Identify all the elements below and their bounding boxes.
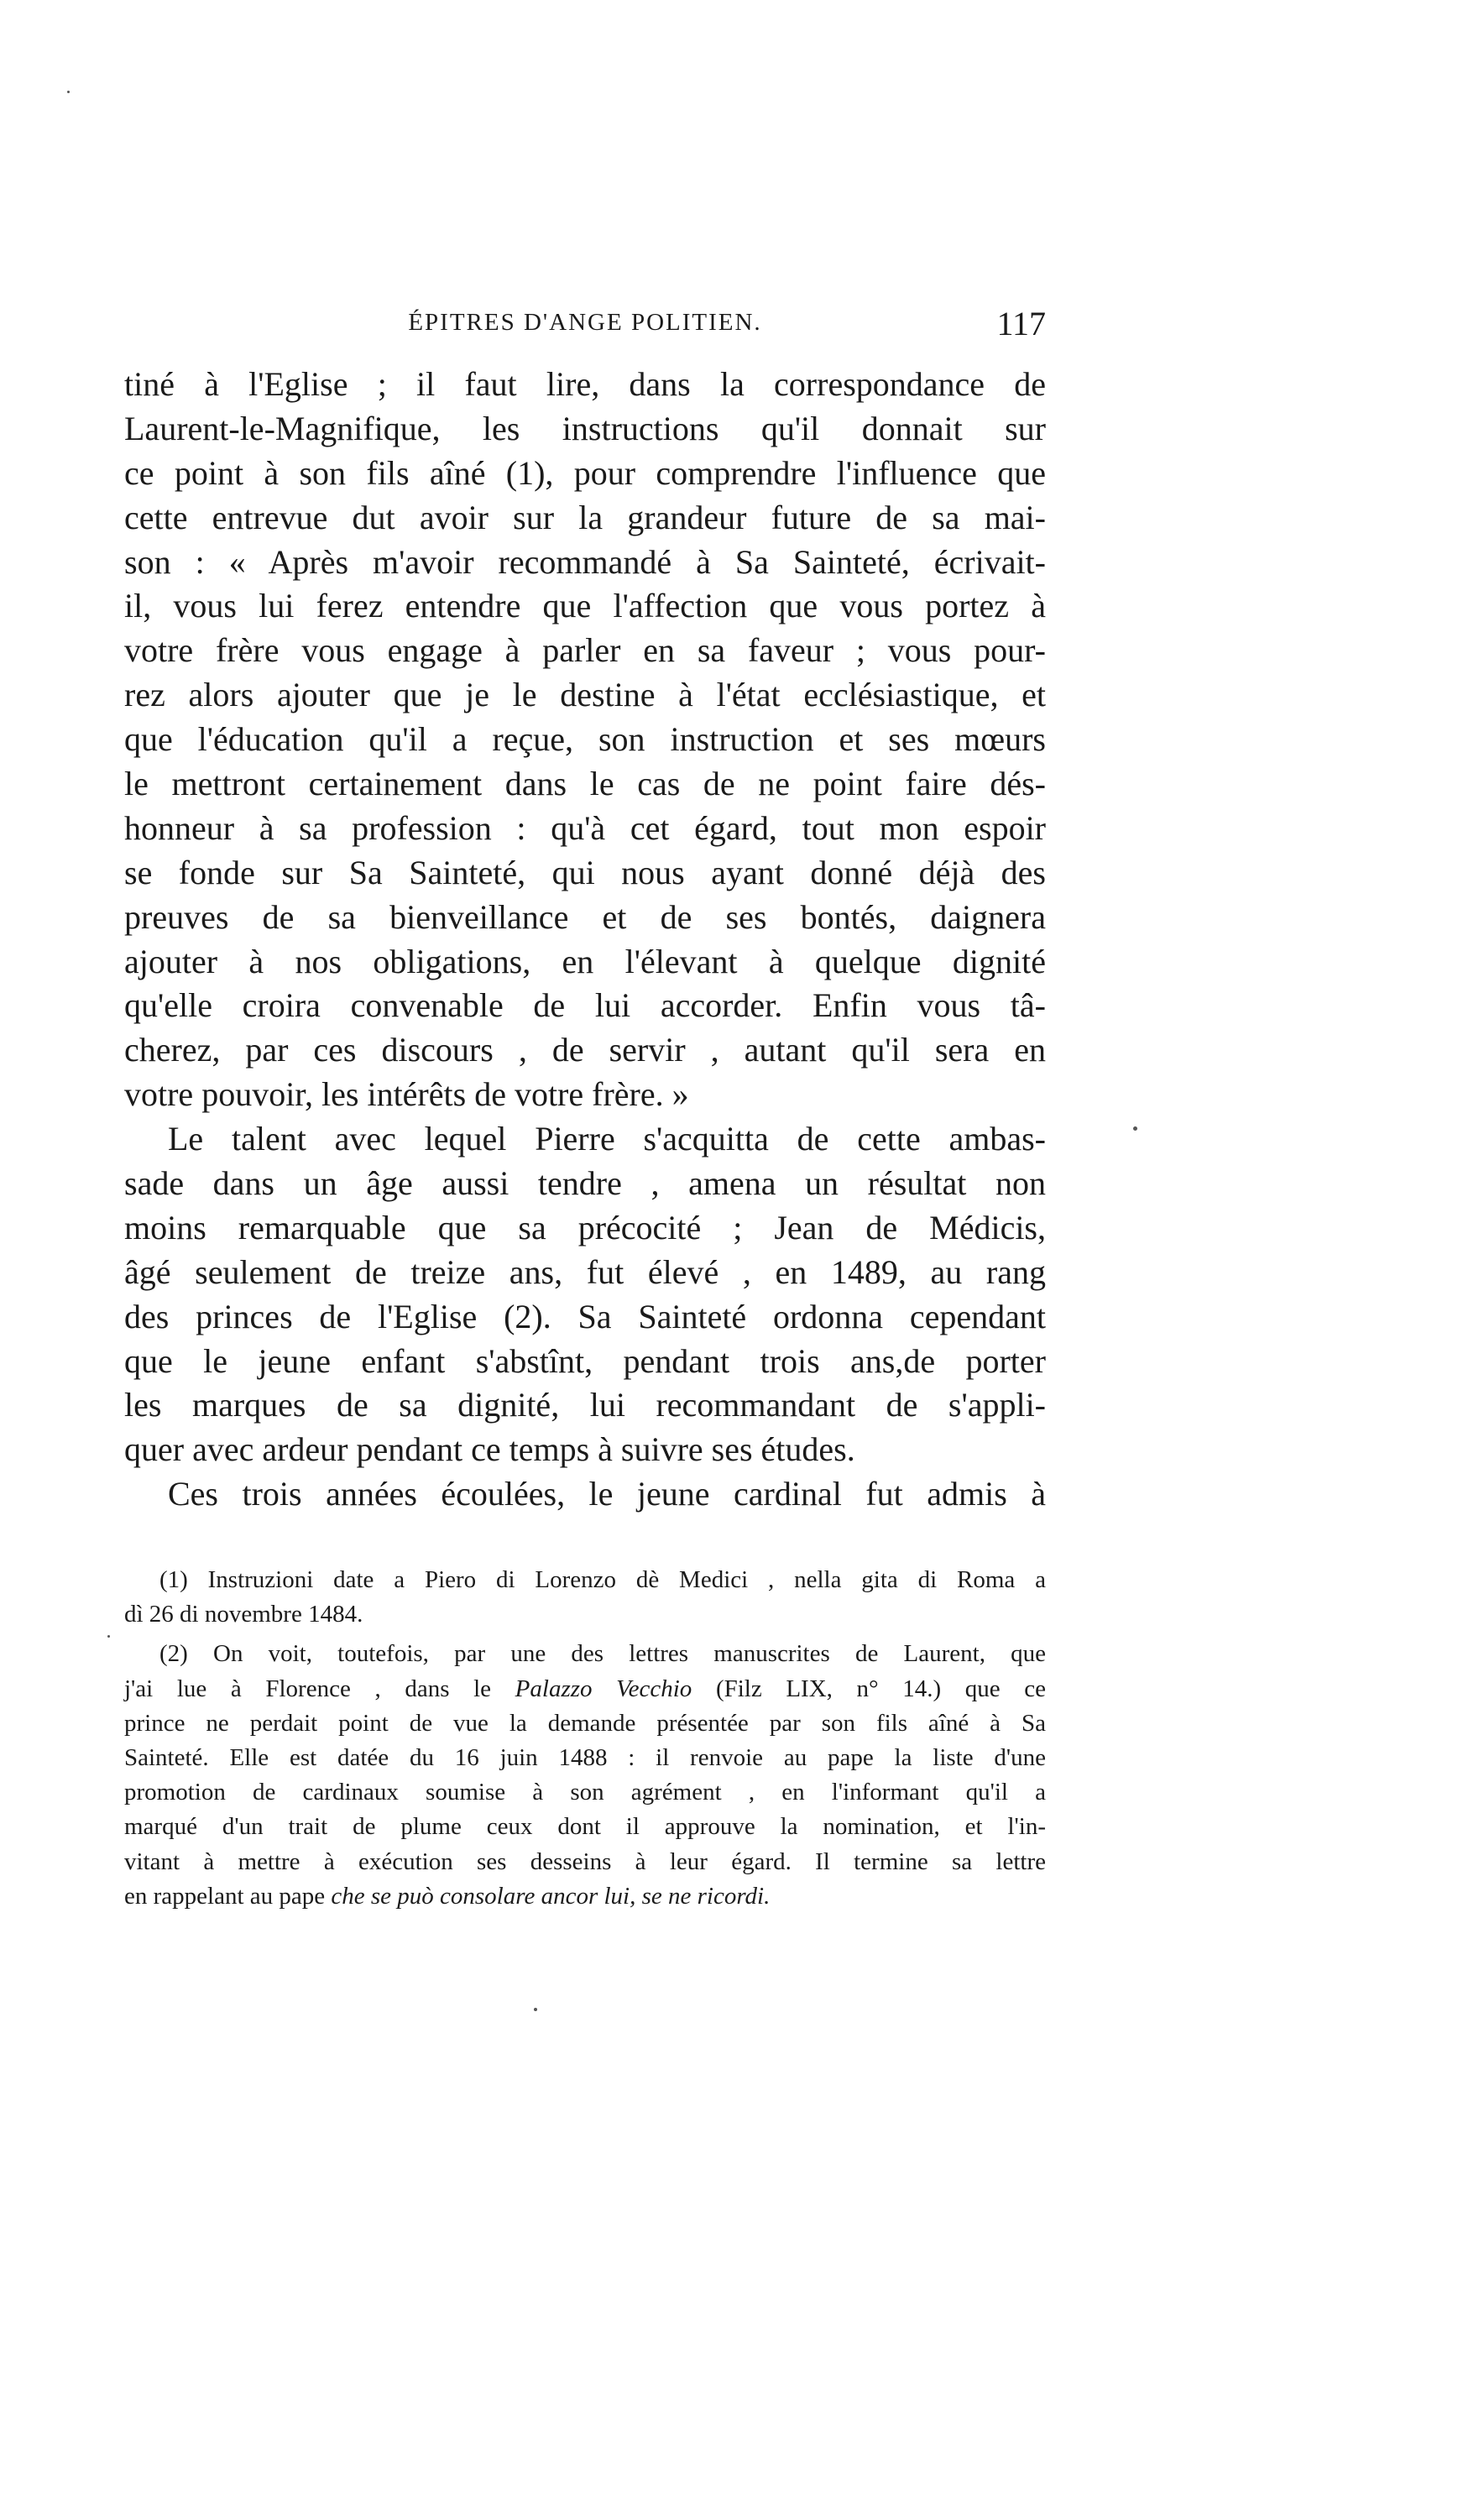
body-line: Laurent-le-Magnifique, les instructions qu'il donnait sur bbox=[124, 409, 1046, 447]
footnote-2-text: en rappelant au pape bbox=[124, 1882, 326, 1910]
footnote-2-line: promotion de cardinaux soumise à son agrément , en l'informant qu'il a bbox=[124, 1779, 1046, 1806]
body-line: que l'éducation qu'il a reçue, son instruction et ses mœurs bbox=[124, 720, 1046, 759]
footnote-1-line: dì 26 di novembre 1484. bbox=[124, 1601, 363, 1628]
footnote-2-line bbox=[124, 1672, 1046, 1706]
body-text bbox=[124, 363, 1046, 1517]
body-line: les marques de sa dignité, lui recommandant de s'appli- bbox=[124, 1386, 1046, 1424]
body-line: des princes de l'Eglise (2). Sa Sainteté ordonna cependant bbox=[124, 1297, 1046, 1335]
footnote-2-text: j'ai lue à Florence , dans le bbox=[124, 1675, 492, 1702]
body-line: votre pouvoir, les intérêts de votre frère. » bbox=[124, 1075, 689, 1114]
body-line: ajouter à nos obligations, en l'élevant à quelque dignité bbox=[124, 942, 1046, 980]
footnote-2-line: vitant à mettre à exécution ses desseins à leur égard. Il termine sa lettre bbox=[124, 1847, 1046, 1875]
running-title: ÉPITRES D'ANGE POLITIEN. bbox=[408, 309, 762, 336]
footnote-2-line: marqué d'un trait de plume ceux dont il approuve la nomination, et l'in- bbox=[124, 1813, 1046, 1841]
body-line: son : « Après m'avoir recommandé à Sa Sainteté, écrivait- bbox=[124, 542, 1046, 581]
body-line: il, vous lui ferez entendre que l'affection que vous portez à bbox=[124, 587, 1046, 625]
footnote-2-line bbox=[124, 1879, 1046, 1914]
paper-speck bbox=[67, 91, 70, 93]
paper-speck bbox=[534, 2008, 537, 2011]
body-line: cette entrevue dut avoir sur la grandeur future de sa mai- bbox=[124, 498, 1046, 536]
body-line: sade dans un âge aussi tendre , amena un résultat non bbox=[124, 1164, 1046, 1203]
footnote-2-italic: Palazzo Vecchio bbox=[515, 1675, 692, 1702]
footnote-2-line: Sainteté. Elle est datée du 16 juin 1488 : il renvoie au pape la liste d'une bbox=[124, 1743, 1046, 1771]
body-line: moins remarquable que sa précocité ; Jean de Médicis, bbox=[124, 1208, 1046, 1246]
body-line: honneur à sa profession : qu'à cet égard, tout mon espoir bbox=[124, 808, 1046, 847]
footnote-2-italic: che se può consolare ancor lui, se ne ricordi. bbox=[331, 1882, 771, 1910]
footnote-2-text: (Filz LIX, n° 14.) que ce bbox=[715, 1675, 1047, 1702]
body-line: ce point à son fils aîné (1), pour comprendre l'influence que bbox=[124, 453, 1046, 492]
body-line: âgé seulement de treize ans, fut élevé , en 1489, au rang bbox=[124, 1252, 1046, 1291]
body-line: Ces trois années écoulées, le jeune cardinal fut admis à bbox=[168, 1475, 1046, 1513]
body-line: cherez, par ces discours , de servir , autant qu'il sera en bbox=[124, 1031, 1046, 1069]
page-number: 117 bbox=[996, 305, 1046, 342]
paper-speck bbox=[1133, 1126, 1137, 1131]
body-line: qu'elle croira convenable de lui accorder. Enfin vous tâ- bbox=[124, 986, 1046, 1025]
body-line: Le talent avec lequel Pierre s'acquitta de cette ambas- bbox=[168, 1120, 1046, 1158]
body-line: le mettront certainement dans le cas de ne point faire dés- bbox=[124, 765, 1046, 803]
body-line: quer avec ardeur pendant ce temps à suivre ses études. bbox=[124, 1430, 855, 1469]
body-line: rez alors ajouter que je le destine à l'état ecclésiastique, et bbox=[124, 676, 1046, 714]
running-head bbox=[124, 305, 1046, 351]
paper-speck bbox=[107, 1635, 110, 1638]
footnotes bbox=[124, 1563, 1046, 1914]
body-line: que le jeune enfant s'abstînt, pendant trois ans,de porter bbox=[124, 1341, 1046, 1380]
body-line: se fonde sur Sa Sainteté, qui nous ayant donné déjà des bbox=[124, 853, 1046, 891]
body-line: tiné à l'Eglise ; il faut lire, dans la correspondance de bbox=[124, 365, 1046, 403]
body-line: preuves de sa bienveillance et de ses bontés, daignera bbox=[124, 897, 1046, 936]
footnote-2-line: prince ne perdait point de vue la demande présentée par son fils aîné à Sa bbox=[124, 1709, 1046, 1737]
footnote-1-line: (1) Instruzioni date a Piero di Lorenzo dè Medici , nella gita di Roma a bbox=[159, 1566, 1046, 1593]
footnote-2-line: (2) On voit, toutefois, par une des lettres manuscrites de Laurent, que bbox=[159, 1640, 1046, 1668]
body-line: votre frère vous engage à parler en sa faveur ; vous pour- bbox=[124, 631, 1046, 670]
